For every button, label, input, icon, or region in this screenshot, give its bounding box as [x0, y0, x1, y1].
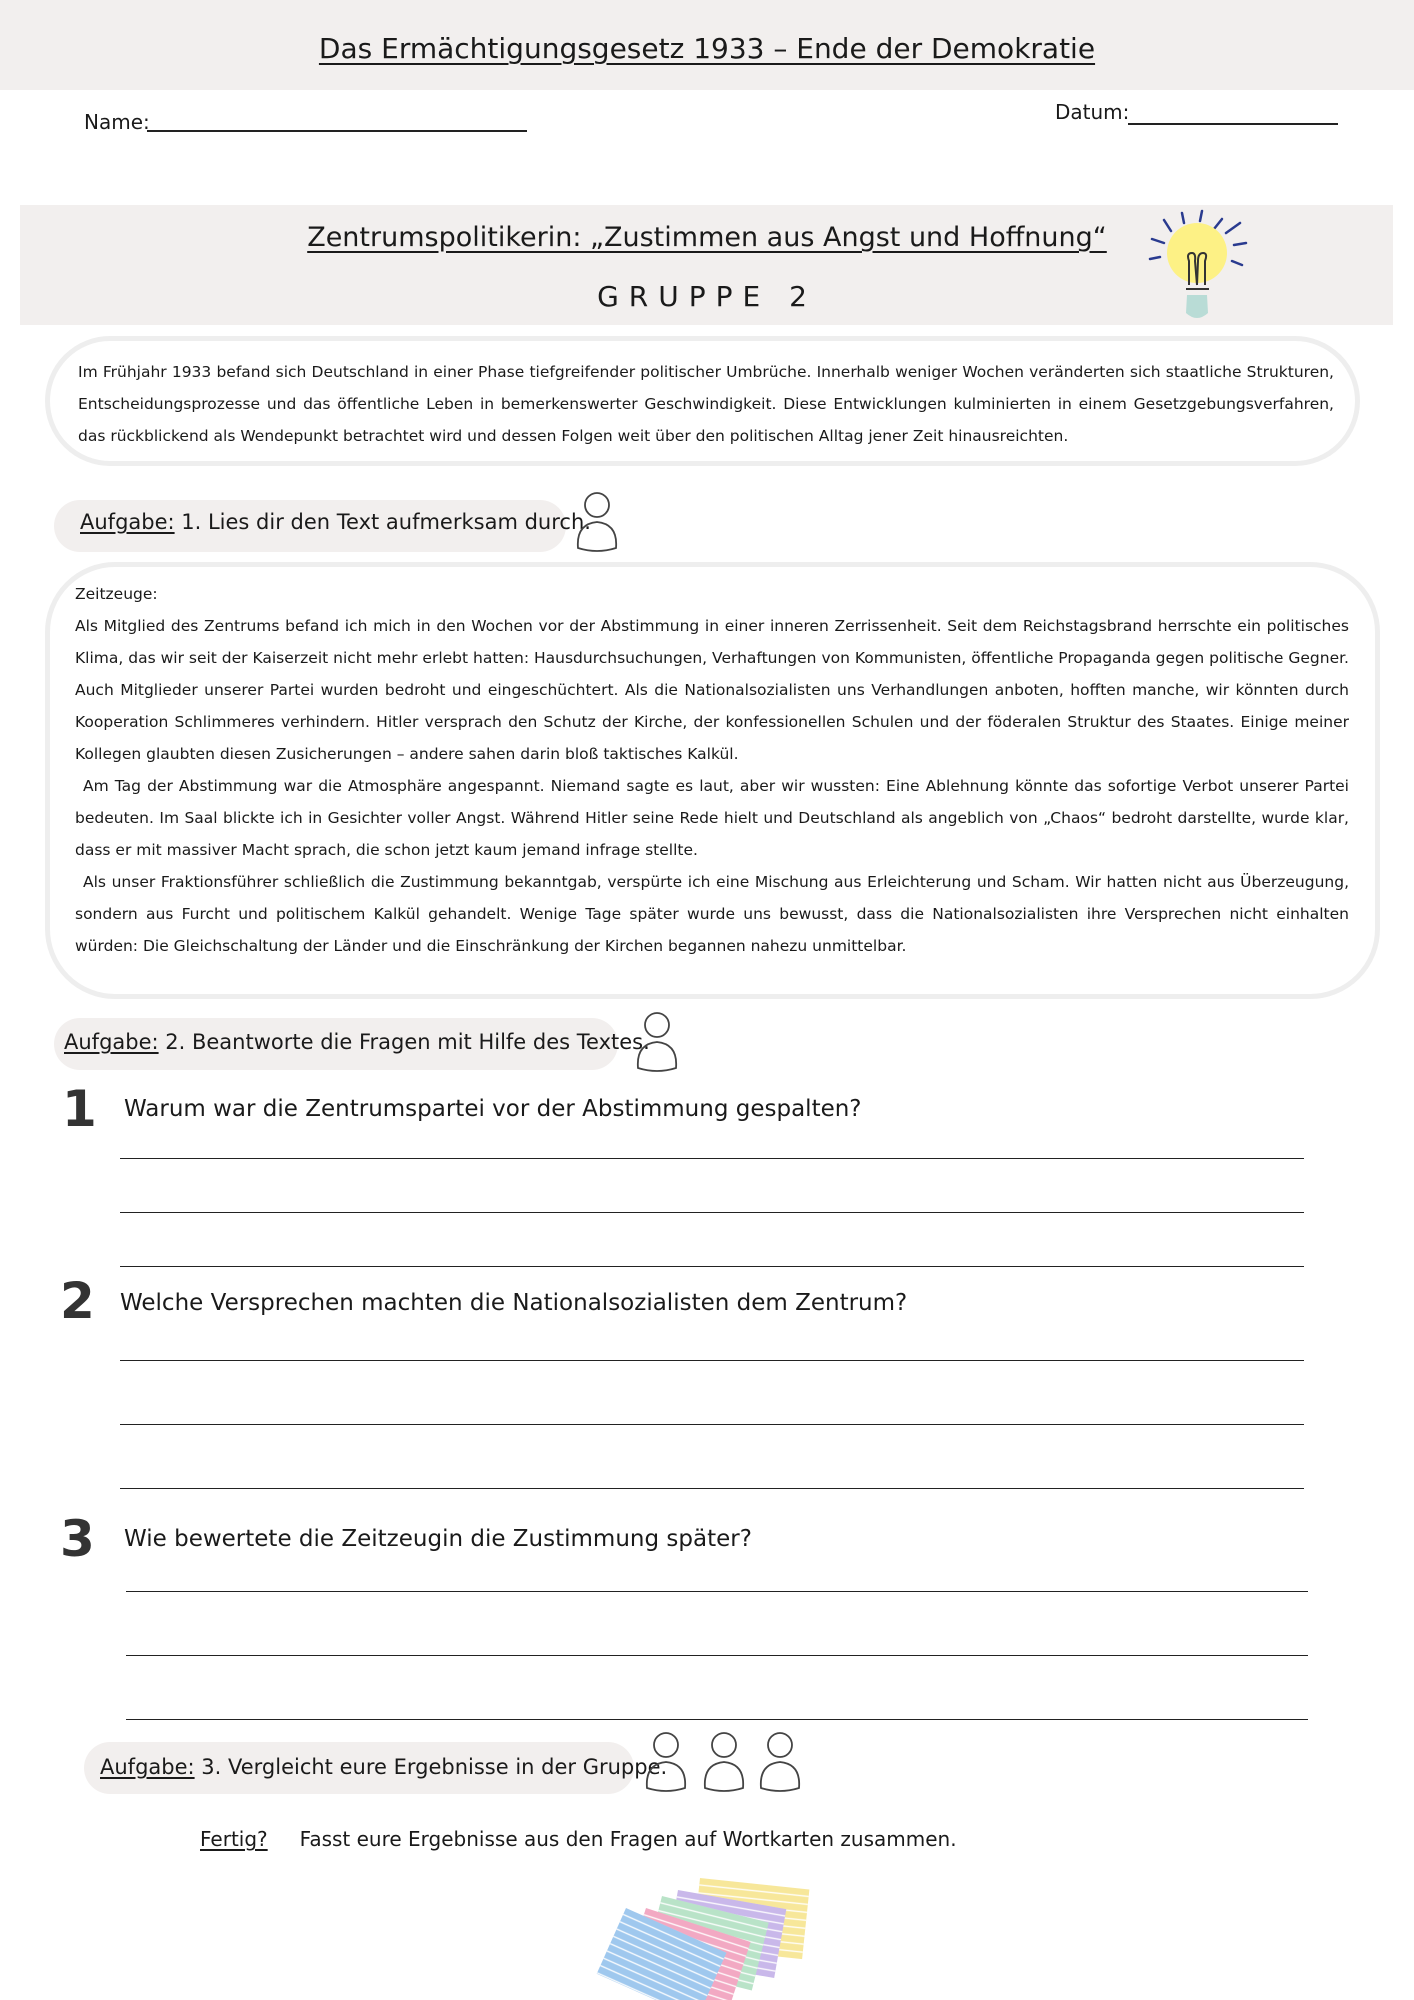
answer-line[interactable]: [126, 1591, 1308, 1592]
witness-label: Zeitzeuge:: [75, 585, 158, 603]
task-1: [80, 510, 591, 534]
answer-line[interactable]: [120, 1212, 1304, 1213]
witness-paragraph: Am Tag der Abstimmung war die Atmosphäre angespannt. Niemand sagte es laut, aber wir wussten: Eine Ablehnung könnte das sofortige Verbot unserer Partei bedeuten. Im Saal blickte ich in Gesichter voller Angst. Während Hitler seine Rede hielt und Deutschland als angeblich von „Chaos“ bedroht darstellte, wurde klar, dass er mit massiver Macht sprach, die schon jetzt kaum jemand infrage stellte.: [75, 777, 1349, 859]
done-label: Fertig?: [200, 1827, 268, 1851]
question-number: 3: [60, 1510, 95, 1568]
question-text: Welche Versprechen machten die Nationalsozialisten dem Zentrum?: [120, 1290, 908, 1316]
person-icon: [574, 490, 620, 554]
task-3-text: 3. Vergleicht eure Ergebnisse in der Gruppe.: [194, 1755, 668, 1779]
task-3: [100, 1755, 667, 1779]
answer-line[interactable]: [120, 1424, 1304, 1425]
name-field[interactable]: [147, 130, 527, 132]
task-2-prefix: Aufgabe:: [64, 1030, 159, 1054]
question-number: 2: [60, 1272, 95, 1330]
done-hint: [200, 1827, 957, 1851]
lightbulb-icon: [1142, 205, 1252, 325]
page-title: Das Ermächtigungsgesetz 1933 – Ende der Demokratie: [318, 32, 1096, 65]
witness-paragraph: Als unser Fraktionsführer schließlich die Zustimmung bekanntgab, verspürte ich eine Mischung aus Erleichterung und Scham. Wir hatten nicht aus Überzeugung, sondern aus Furcht und politischem Kalkül gehandelt. Wenige Tage später wurde uns bewusst, dass die Nationalsozialisten ihre Versprechen nicht einhalten würden: Die Gleichschaltung der Länder und die Einschränkung der Kirchen begannen nahezu unmittelbar.: [75, 873, 1349, 955]
answer-line[interactable]: [120, 1266, 1304, 1267]
task-1-prefix: Aufgabe:: [80, 510, 175, 534]
witness-paragraph: Als Mitglied des Zentrums befand ich mich in den Wochen vor der Abstimmung in einer inneren Zerrissenheit. Seit dem Reichstagsbrand herrschte ein politisches Klima, das wir seit der Kaiserzeit nicht mehr erlebt hatten: Hausdurchsuchungen, Verhaftungen von Kommunisten, öffentliche Propaganda gegen politische Gegner. Auch Mitglieder unserer Partei wurden bedroht und eingeschüchtert. Als die Nationalsozialisten uns Verhandlungen anboten, hofften manche, wir könnten durch Kooperation Schlimmeres verhindern. Hitler versprach den Schutz der Kirche, der konfessionellen Schulen und der föderalen Struktur des Staates. Einige meiner Kollegen glaubten diesen Zusicherungen – andere sahen darin bloß taktisches Kalkül.: [75, 617, 1349, 763]
witness-text: [75, 578, 1349, 962]
answer-line[interactable]: [120, 1360, 1304, 1361]
index-cards-icon: [590, 1868, 830, 2000]
group-icon: [644, 1730, 804, 1794]
section-title: Zentrumspolitikerin: „Zustimmen aus Angst und Hoffnung“: [307, 222, 1107, 253]
answer-line[interactable]: [120, 1158, 1304, 1159]
question-number: 1: [62, 1080, 97, 1138]
person-icon: [634, 1010, 680, 1074]
task-2-text: 2. Beantworte die Fragen mit Hilfe des Textes.: [158, 1030, 650, 1054]
date-label: Datum:: [1055, 100, 1130, 124]
question-text: Warum war die Zentrumspartei vor der Abstimmung gespalten?: [124, 1096, 862, 1122]
answer-line[interactable]: [120, 1488, 1304, 1489]
task-2: [64, 1030, 650, 1054]
task-1-text: 1. Lies dir den Text aufmerksam durch.: [174, 510, 591, 534]
task-3-prefix: Aufgabe:: [100, 1755, 195, 1779]
intro-text: Im Frühjahr 1933 befand sich Deutschland in einer Phase tiefgreifender politischer Umbrüche. Innerhalb weniger Wochen veränderten sich staatliche Strukturen, Entscheidungsprozesse und das öffentliche Leben in bemerkenswerter Geschwindigkeit. Diese Entwicklungen kulminierten in einem Gesetzgebungsverfahren, das rückblickend als Wendepunkt betrachtet wird und dessen Folgen weit über den politischen Alltag jener Zeit hinausreichten.: [78, 363, 1334, 445]
name-label: Name:: [84, 110, 150, 134]
answer-line[interactable]: [126, 1719, 1308, 1720]
done-text: Fasst eure Ergebnisse aus den Fragen auf Wortkarten zusammen.: [299, 1827, 957, 1851]
date-field[interactable]: [1128, 123, 1338, 125]
group-label: GRUPPE 2: [597, 280, 817, 313]
question-text: Wie bewertete die Zeitzeugin die Zustimmung später?: [124, 1526, 752, 1552]
answer-line[interactable]: [126, 1655, 1308, 1656]
